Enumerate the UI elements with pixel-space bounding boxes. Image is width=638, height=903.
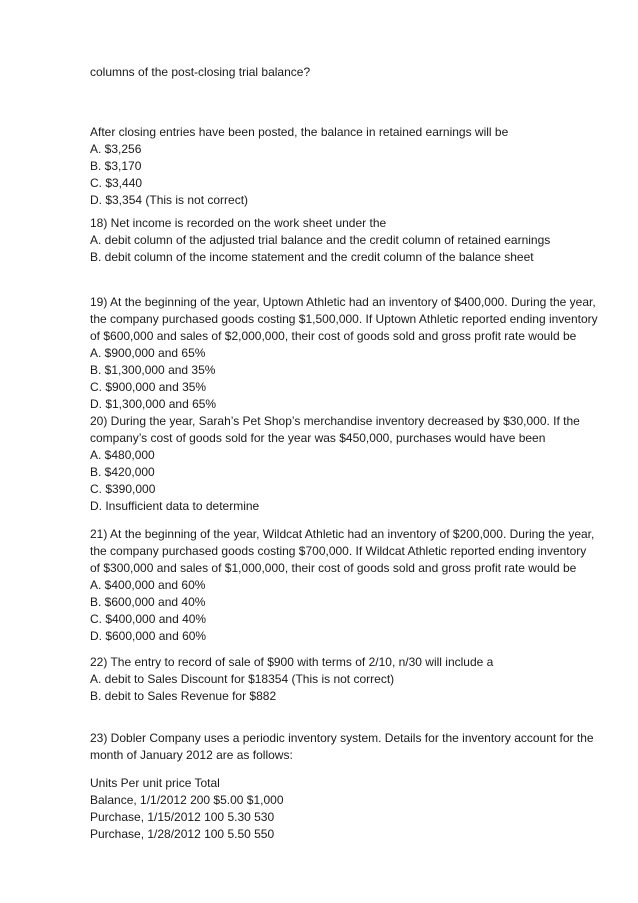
question-stem: 18) Net income is recorded on the work sheet under the bbox=[90, 216, 387, 230]
answer-option: C. $390,000 bbox=[90, 482, 156, 496]
question-20 bbox=[90, 413, 610, 515]
answer-option: C. $400,000 and 40% bbox=[90, 612, 207, 626]
answer-option: D. $1,300,000 and 65% bbox=[90, 397, 217, 411]
answer-option: A. debit column of the adjusted trial balance and the credit column of retained earnings bbox=[90, 233, 551, 247]
inventory-table-header: Units Per unit price Total bbox=[90, 776, 220, 790]
answer-option: A. $900,000 and 65% bbox=[90, 346, 206, 360]
question-17 bbox=[90, 124, 610, 209]
answer-option: B. debit column of the income statement and the credit column of the balance sheet bbox=[90, 250, 534, 264]
answer-option: A. debit to Sales Discount for $18354 (This is not correct) bbox=[90, 672, 395, 686]
answer-option: B. debit to Sales Revenue for $882 bbox=[90, 689, 277, 703]
question-stem-line: the company purchased goods costing $700,000. If Wildcat Athletic reported ending inventory bbox=[90, 544, 587, 558]
question-stem-line: month of January 2012 are as follows: bbox=[90, 748, 293, 762]
answer-option: D. Insufficient data to determine bbox=[90, 499, 260, 513]
question-stem-line: 20) During the year, Sarah’s Pet Shop’s merchandise inventory decreased by $30,000. If the bbox=[90, 414, 580, 428]
inventory-table-row: Purchase, 1/15/2012 100 5.30 530 bbox=[90, 810, 275, 824]
question-23 bbox=[90, 730, 610, 764]
question-stem: 22) The entry to record of sale of $900 with terms of 2/10, n/30 will include a bbox=[90, 655, 494, 669]
inventory-table-row: Purchase, 1/28/2012 100 5.50 550 bbox=[90, 827, 275, 841]
question-18 bbox=[90, 215, 610, 266]
answer-option: D. $600,000 and 60% bbox=[90, 629, 207, 643]
answer-option: C. $900,000 and 35% bbox=[90, 380, 207, 394]
answer-option: B. $3,170 bbox=[90, 159, 142, 173]
answer-option: B. $420,000 bbox=[90, 465, 155, 479]
question-stem-line: 23) Dobler Company uses a periodic inventory system. Details for the inventory account for the bbox=[90, 731, 594, 745]
question-21 bbox=[90, 526, 610, 645]
inventory-table-row: Balance, 1/1/2012 200 $5.00 $1,000 bbox=[90, 793, 284, 807]
question-stem-line: of $600,000 and sales of $2,000,000, their cost of goods sold and gross profit rate would be bbox=[90, 329, 577, 343]
answer-option: C. $3,440 bbox=[90, 176, 143, 190]
inventory-table bbox=[90, 775, 610, 843]
answer-option: D. $3,354 (This is not correct) bbox=[90, 193, 249, 207]
question-stem-line: the company purchased goods costing $1,500,000. If Uptown Athletic reported ending inventory bbox=[90, 312, 598, 326]
answer-option: A. $480,000 bbox=[90, 448, 155, 462]
answer-option: A. $400,000 and 60% bbox=[90, 578, 206, 592]
question-22 bbox=[90, 654, 610, 705]
answer-option: B. $1,300,000 and 35% bbox=[90, 363, 216, 377]
answer-option: B. $600,000 and 40% bbox=[90, 595, 206, 609]
question-stem: After closing entries have been posted, the balance in retained earnings will be bbox=[90, 125, 509, 139]
question-stem-line: of $300,000 and sales of $1,000,000, their cost of goods sold and gross profit rate would be bbox=[90, 561, 577, 575]
question-fragment bbox=[90, 64, 610, 81]
question-19 bbox=[90, 294, 610, 413]
question-stem-line: 19) At the beginning of the year, Uptown Athletic had an inventory of $400,000. During the year, bbox=[90, 295, 596, 309]
question-stem-line: company’s cost of goods sold for the year was $450,000, purchases would have been bbox=[90, 431, 546, 445]
answer-option: A. $3,256 bbox=[90, 142, 142, 156]
fragment-text: columns of the post-closing trial balance? bbox=[90, 65, 311, 79]
question-stem-line: 21) At the beginning of the year, Wildcat Athletic had an inventory of $200,000. During the year, bbox=[90, 527, 595, 541]
